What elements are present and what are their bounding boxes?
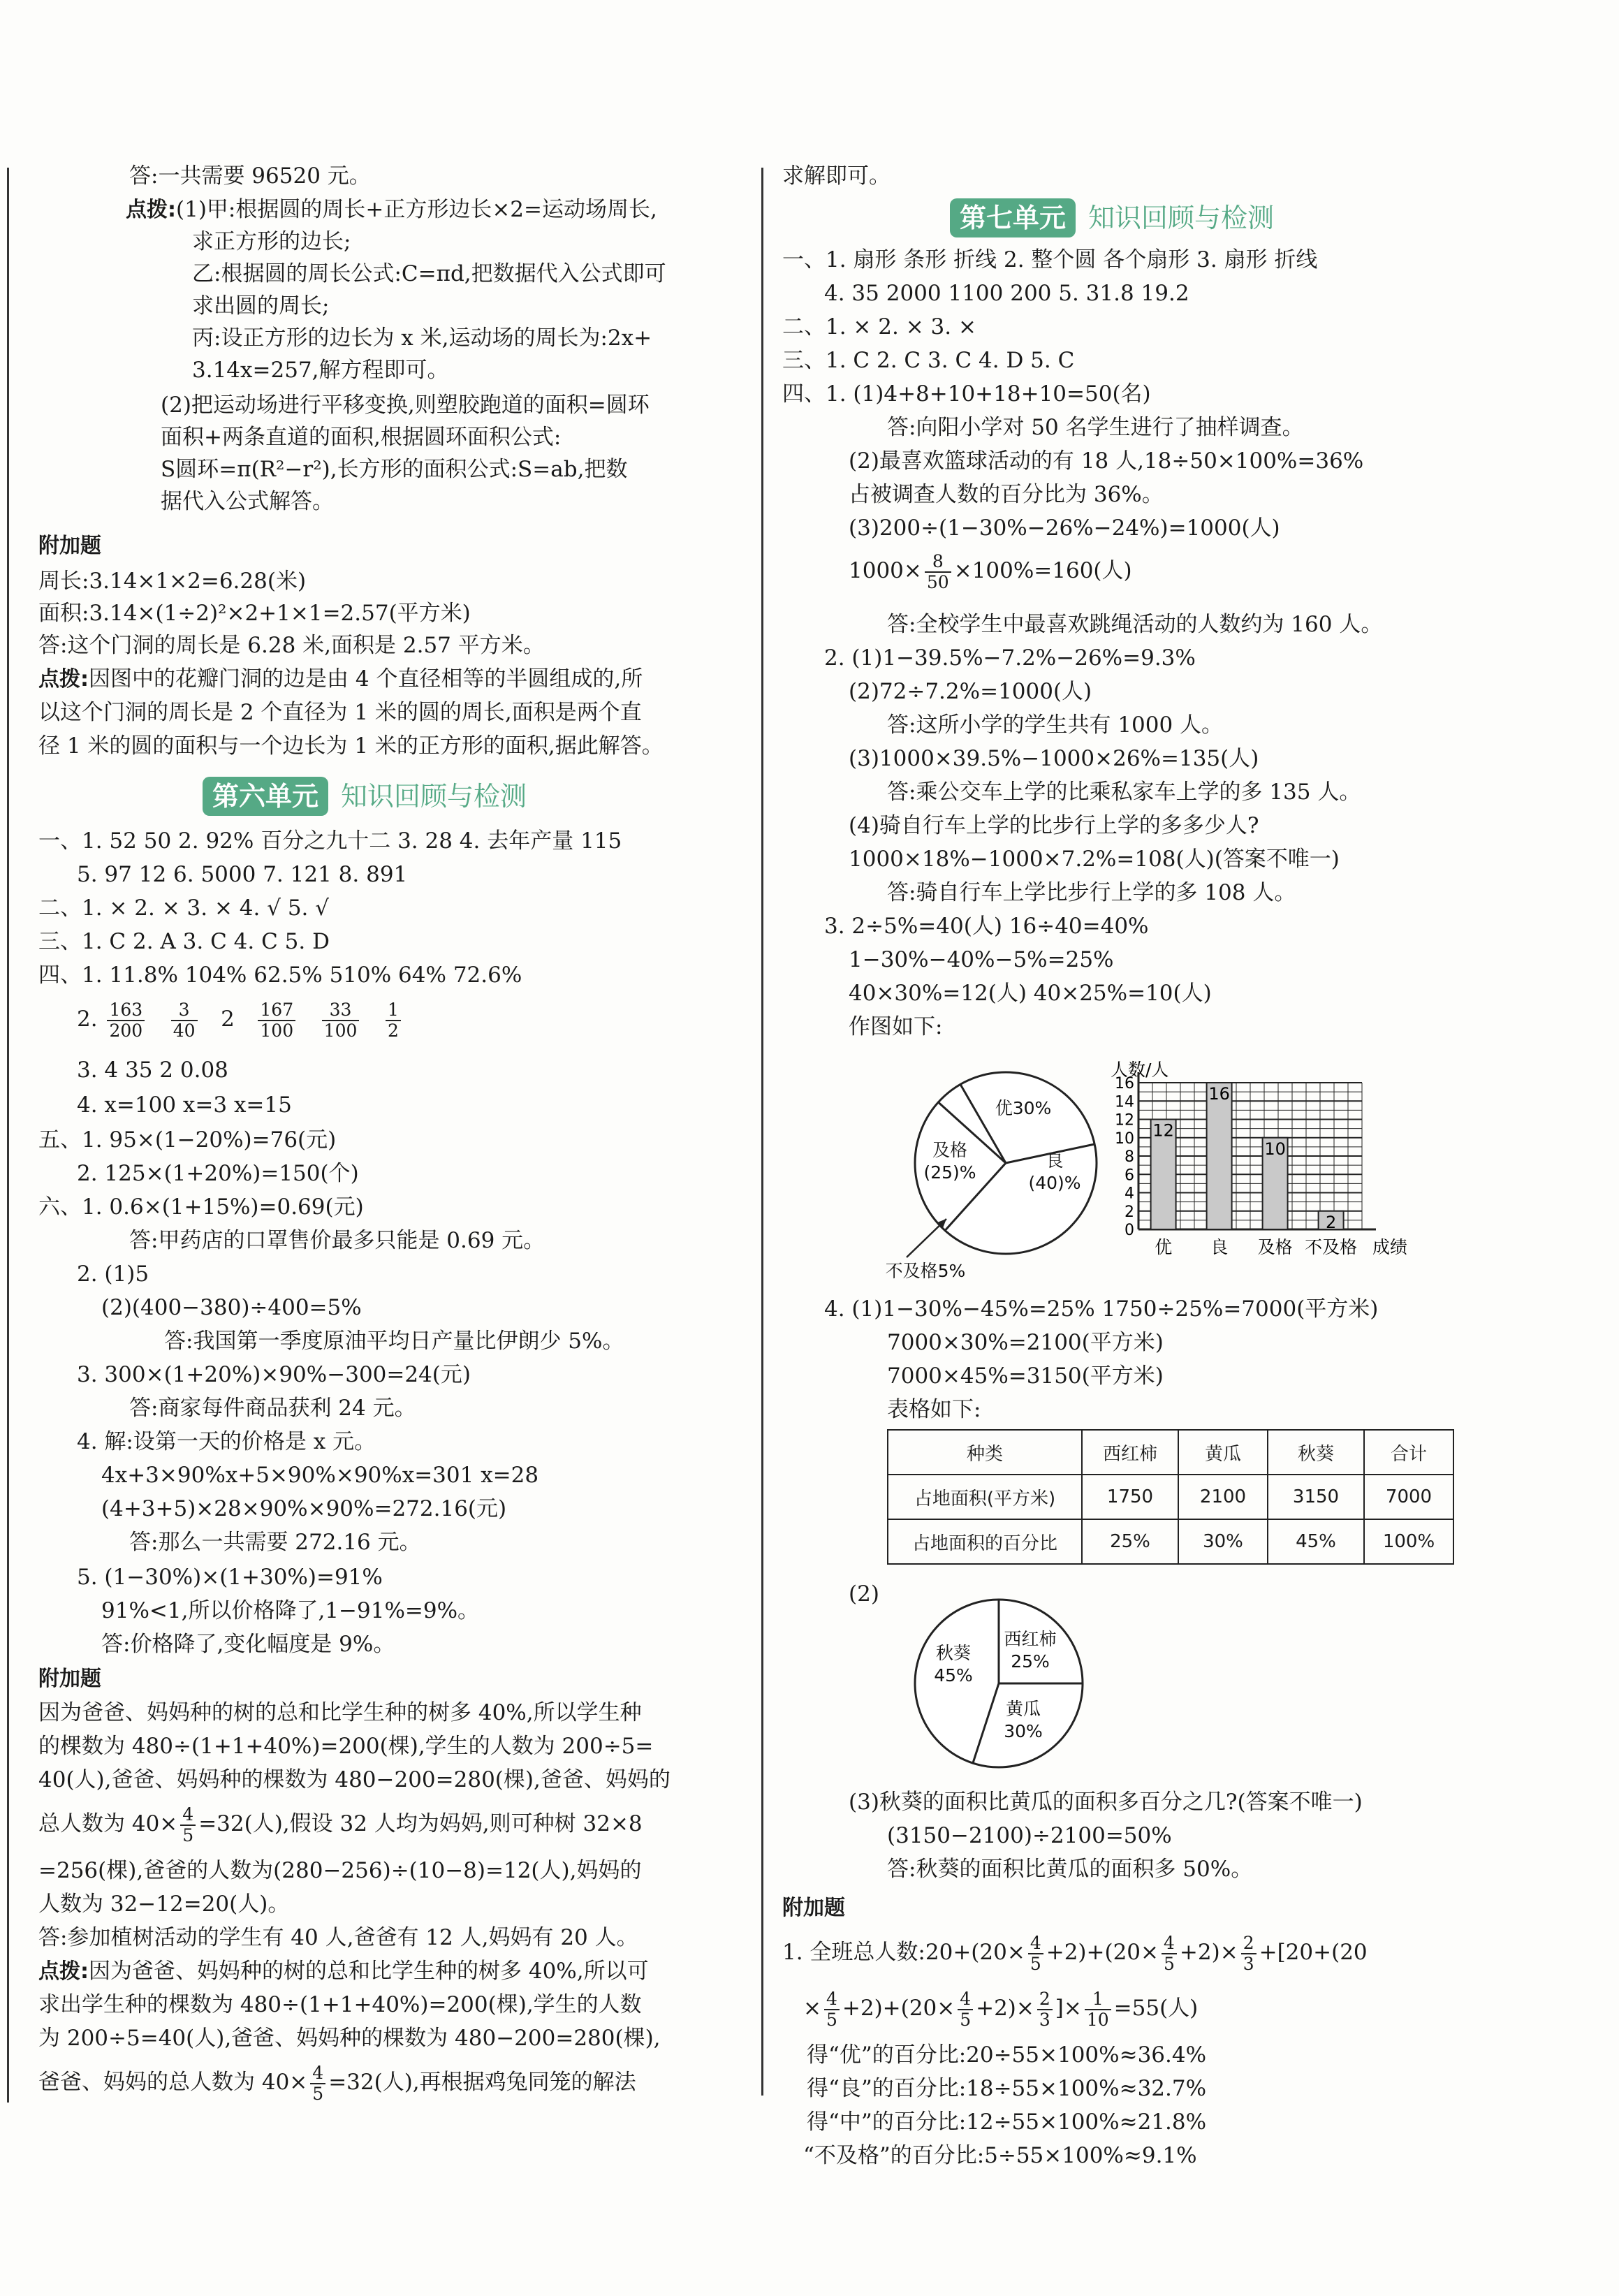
fraction [322,1000,360,1040]
text-line: 径 1 米的圆的面积与一个边长为 1 米的正方形的面积,据此解答。 [38,733,664,759]
answer-line: 占被调查人数的百分比为 36%。 [849,482,1164,507]
answer-line: (3)1000×39.5%−1000×26%=135(人) [849,746,1259,771]
pie-slice-label: 秋葵 [935,1643,972,1663]
text: +2)× [976,1996,1034,2021]
fraction-text-line [38,2058,636,2107]
section-6-header [203,777,527,816]
answer-line: 答:甲药店的口罩售价最多只能是 0.69 元。 [129,1228,545,1253]
section-7-badge: 第七单元 [950,198,1076,237]
pie-slice-value: 25% [1011,1651,1050,1672]
answer-line: 4. 解:设第一天的价格是 x 元。 [77,1429,376,1454]
answer-line: 4. 35 2000 1100 200 5. 31.8 19.2 [824,281,1189,306]
equation-line: (4+3+5)×28×90%×90%=272.16(元) [101,1496,507,1521]
x-tick-label: 不及格 [1305,1237,1358,1257]
table-cell: 3150 [1268,1475,1364,1519]
answer-line: 二、1. × 2. × 3. × [782,314,976,339]
answer-line: 作图如下: [849,1014,943,1039]
denominator: 3 [1039,2009,1050,2030]
hint-label: 点拨: [126,198,176,222]
answer-line: 四、1. (1)4+8+10+18+10=50(名) [782,381,1151,407]
answer-line: 二、1. × 2. × 3. × 4. √ 5. √ [38,895,330,921]
text-line: 3.14x=257,解方程即可。 [192,358,449,383]
denominator: 5 [960,2009,972,2030]
pie-slice-label: 优30% [995,1098,1052,1118]
answer-line: 一、1. 52 50 2. 92% 百分之九十二 3. 28 4. 去年产量 115 [38,828,622,854]
answer-line: 7000×45%=3150(平方米) [887,1363,1164,1389]
table-header-cell: 种类 [888,1430,1082,1475]
crop-pie-chart [873,1593,1138,1781]
crop-pie-svg [873,1593,1138,1781]
text: ]× [1055,1996,1082,2021]
table-cell: 7000 [1364,1475,1453,1519]
fraction [107,1000,145,1040]
numerator: 4 [310,2063,325,2084]
numerator: 4 [958,1989,973,2010]
pie-slice-label: 不及格5% [885,1261,966,1281]
y-tick-label: 6 [1124,1167,1134,1185]
column-rule-left [7,168,9,2103]
y-tick-label: 4 [1124,1185,1134,1203]
fraction [180,1805,196,1845]
table-row [888,1475,1453,1519]
denominator: 50 [926,571,949,592]
answer-line: 表格如下: [887,1397,981,1422]
y-tick-label: 8 [1124,1148,1134,1166]
extra-problem-heading: 附加题 [782,1896,845,1920]
text: × [803,1996,821,2021]
pie-slice-value: 30% [1004,1721,1043,1741]
text: (1)甲:根据圆的周长+正方形边长×2=运动场周长, [176,197,657,222]
section-6-badge: 第六单元 [203,777,328,816]
answer-line: (3)秋葵的面积比黄瓜的面积多百分之几?(答案不唯一) [849,1790,1363,1815]
fraction [171,1000,198,1040]
numerator: 163 [107,1000,145,1021]
numerator: 2 [1037,1989,1053,2010]
numerator: 4 [824,1989,840,2010]
answer-line: 4. x=100 x=3 x=15 [77,1092,292,1118]
text: 因为爸爸、妈妈种的树的总和比学生种的树多 40%,所以可 [89,1959,649,1984]
text-line: 因为爸爸、妈妈种的树的总和比学生种的树多 40%,所以学生种 [38,1700,642,1725]
answer-line: (2) [849,1581,879,1607]
numerator: 1 [1085,1989,1111,2010]
text: +2)+(20× [1046,1940,1159,1965]
answer-line: 2. (1)5 [77,1262,149,1287]
x-tick-label: 良 [1210,1237,1229,1257]
x-tick-label: 优 [1155,1237,1173,1257]
answer-line: 答:这所小学的学生共有 1000 人。 [887,712,1224,738]
numerator: 1 [386,1000,401,1021]
bar-value-label: 10 [1264,1139,1286,1159]
y-tick-label: 12 [1115,1111,1134,1129]
whole-number: 2 [221,1007,235,1032]
answer-line: 3. 300×(1+20%)×90%−300=24(元) [77,1362,471,1387]
text: ×100%=160(人) [953,558,1132,583]
text-line: 答:参加植树活动的学生有 40 人,爸爸有 12 人,妈妈有 20 人。 [38,1925,638,1950]
fraction [1085,1989,1111,2029]
text: +[20+(20 [1259,1940,1368,1965]
numerator: 33 [322,1000,360,1021]
hint-label: 点拨: [38,1959,89,1984]
answer-line: 91%<1,所以价格降了,1−91%=9%。 [101,1598,480,1623]
text-line: 求正方形的边长; [192,229,351,254]
answer-line: 1000×18%−1000×7.2%=108(人)(答案不唯一) [849,847,1340,872]
text: =32(人),再根据鸡兔同笼的解法 [328,2070,636,2095]
answer-line: 1−30%−40%−5%=25% [849,947,1114,972]
y-tick-label: 16 [1115,1075,1134,1092]
text-line: 据代入公式解答。 [161,489,334,514]
fraction-text-line [38,1799,643,1848]
hint-line [126,194,657,226]
x-tick-label: 及格 [1257,1237,1293,1257]
bar-value-label: 12 [1152,1120,1174,1141]
answer-line: 7000×30%=2100(平方米) [887,1330,1164,1355]
answer-line: (2)(400−380)÷400=5% [101,1295,362,1320]
hint-line [38,664,643,695]
text: 爸爸、妈妈的总人数为 40× [38,2070,308,2095]
answer-line: 2. 125×(1+20%)=150(个) [77,1161,359,1186]
fraction [958,1989,973,2029]
text-line: 丙:设正方形的边长为 x 米,运动场的周长为:2x+ [192,326,652,351]
numerator: 2 [1241,1933,1257,1954]
text-line: 乙:根据圆的周长公式:C=πd,把数据代入公式即可 [192,261,666,286]
fraction-text-line [803,1984,1198,2033]
text-line: 周长:3.14×1×2=6.28(米) [38,569,307,594]
text-line: 求解即可。 [782,163,891,189]
denominator: 100 [260,1020,294,1041]
pie-slice-label: 黄瓜 [1005,1699,1041,1719]
denominator: 10 [1086,2009,1109,2030]
answer-line: (2)最喜欢篮球活动的有 18 人,18÷50×100%=36% [849,448,1364,474]
pie-slice-label: 及格 [932,1140,968,1160]
text-line: 为 200÷5=40(人),爸爸、妈妈种的棵数为 480−200=280(棵), [38,2026,661,2051]
fraction [310,2063,325,2103]
fraction [1037,1989,1053,2029]
pie-slice-value: (25)% [923,1162,976,1183]
item-number: 2. [77,1007,98,1032]
text: =55(人) [1113,1996,1199,2021]
denominator: 100 [323,1020,358,1041]
denominator: 5 [182,1825,194,1845]
answer-line: 答:一共需要 96520 元。 [129,163,371,189]
table-header-row [888,1430,1453,1475]
text: =32(人),假设 32 人均为妈妈,则可种树 32×8 [198,1811,643,1836]
answer-line: 2. (1)1−39.5%−7.2%−26%=9.3% [824,645,1196,671]
answer-line: 六、1. 0.6×(1+15%)=0.69(元) [38,1194,364,1220]
answer-line: 四、1. 11.8% 104% 62.5% 510% 64% 72.6% [38,963,522,988]
answer-line: (3)200÷(1−30%−26%−24%)=1000(人) [849,515,1280,541]
fraction [824,1989,840,2029]
table-cell: 占地面积(平方米) [888,1475,1082,1519]
fraction [925,552,951,592]
area-table [887,1429,1454,1565]
text-line: =256(棵),爸爸的人数为(280−256)÷(10−8)=12(人),妈妈的 [38,1858,642,1883]
pie-slice-value: (40)% [1028,1173,1081,1193]
text: 总人数为 40× [38,1811,178,1836]
text-line: 答:这个门洞的周长是 6.28 米,面积是 2.57 平方米。 [38,633,545,658]
pie-slice-value: 45% [934,1665,973,1686]
pie-slice-label: 良 [1046,1150,1064,1171]
x-axis-label: 成绩 [1372,1237,1408,1257]
numerator: 167 [258,1000,295,1021]
y-tick-label: 0 [1124,1222,1134,1239]
denominator: 5 [826,2009,837,2030]
answer-line: 三、1. C 2. A 3. C 4. C 5. D [38,929,330,954]
extra-problem-heading: 附加题 [38,534,101,558]
text-line: (2)把运动场进行平移变换,则塑胶跑道的面积=圆环 [161,393,650,418]
answer-line: 答:骑自行车上学比步行上学的多 108 人。 [887,880,1296,905]
bar-value-label: 16 [1208,1084,1230,1104]
text: 因图中的花瓣门洞的边是由 4 个直径相等的半圆组成的,所 [89,666,643,692]
table-cell: 25% [1082,1519,1178,1564]
section-7-header [950,198,1274,237]
text-line: 求出学生种的棵数为 480÷(1+1+40%)=200(棵),学生的人数 [38,1992,642,2017]
denominator: 40 [173,1020,196,1041]
hint-label: 点拨: [38,667,89,692]
table-row [888,1519,1453,1564]
fraction-answer-line [77,995,404,1044]
table-header-cell: 秋葵 [1268,1430,1364,1475]
table-header-cell: 西红柿 [1082,1430,1178,1475]
answer-line: 得“优”的百分比:20÷55×100%≈36.4% [807,2042,1207,2068]
equation-line: 4x+3×90%x+5×90%×90%x=301 x=28 [101,1463,539,1488]
answer-line: 答:我国第一季度原油平均日产量比伊朗少 5%。 [164,1329,624,1354]
answer-line: 一、1. 扇形 条形 折线 2. 整个圆 各个扇形 3. 扇形 折线 [782,247,1318,272]
pie-slice-label: 西红柿 [1004,1629,1057,1649]
denominator: 200 [109,1020,143,1041]
extra-problem-heading: 附加题 [38,1667,101,1691]
fraction [258,1000,295,1040]
answer-line: 三、1. C 2. C 3. C 4. D 5. C [782,348,1075,373]
bar-value-label: 2 [1325,1212,1337,1232]
answer-line: (4)骑自行车上学的比步行上学的多多少人? [849,813,1259,838]
text-line: 求出圆的周长; [192,293,330,319]
text-line: 面积:3.14×(1÷2)²×2+1×1=2.57(平方米) [38,601,471,626]
y-axis-label: 人数/人 [1111,1060,1169,1080]
answer-line: 答:全校学生中最喜欢跳绳活动的人数约为 160 人。 [887,612,1383,637]
text-line: 人数为 32−12=20(人)。 [38,1892,290,1917]
fraction [1162,1933,1177,1973]
numerator: 8 [925,552,951,573]
bar [1207,1083,1232,1229]
answer-line: 3. 2÷5%=40(人) 16÷40=40% [824,914,1149,939]
fraction [1028,1933,1043,1973]
answer-line: 得“中”的百分比:12÷55×100%≈21.8% [807,2109,1207,2135]
fraction [386,1000,401,1040]
fraction [1241,1933,1257,1973]
answer-line: 答:价格降了,变化幅度是 9%。 [101,1632,395,1657]
y-tick-label: 10 [1115,1129,1134,1148]
table-cell: 45% [1268,1519,1364,1564]
formula-line: S圆环=π(R²−r²),长方形的面积公式:S=ab,把数 [161,457,628,482]
numerator: 3 [171,1000,198,1021]
denominator: 5 [312,2083,324,2104]
grade-bar-svg [1041,1055,1488,1292]
answer-line: 5. (1−30%)×(1+30%)=91% [77,1565,383,1590]
denominator: 3 [1243,1953,1254,1974]
table-cell: 占地面积的百分比 [888,1519,1082,1564]
section-6-title: 知识回顾与检测 [341,781,527,812]
y-tick-label: 14 [1115,1093,1134,1111]
y-tick-label: 2 [1124,1203,1134,1221]
table-header-cell: 黄瓜 [1178,1430,1268,1475]
numerator: 4 [1162,1933,1177,1954]
answer-line: 3. 4 35 2 0.08 [77,1058,228,1083]
answer-line: 答:那么一共需要 272.16 元。 [129,1530,421,1555]
denominator: 5 [1030,1953,1041,1974]
answer-line: 答:乘公交车上学的比乘私家车上学的多 135 人。 [887,780,1361,805]
answer-line: (3150−2100)÷2100=50% [887,1823,1172,1848]
fraction-text-line [782,1928,1368,1977]
fraction-text-line [849,546,1132,595]
answer-line: “不及格”的百分比:5÷55×100%≈9.1% [803,2143,1197,2168]
answer-line: 40×30%=12(人) 40×25%=10(人) [849,981,1212,1006]
table-cell: 2100 [1178,1475,1268,1519]
grade-bar-chart [1041,1055,1488,1292]
section-7-title: 知识回顾与检测 [1088,203,1275,233]
text: +2)+(20× [842,1996,955,2021]
text: 1000× [849,558,922,583]
answer-line: 答:秋葵的面积比黄瓜的面积多 50%。 [887,1857,1253,1882]
numerator: 4 [180,1805,196,1826]
text-line: 以这个门洞的周长是 2 个直径为 1 米的圆的周长,面积是两个直 [38,700,642,725]
answer-line: 5. 97 12 6. 5000 7. 121 8. 891 [77,862,408,887]
answer-line: 4. (1)1−30%−45%=25% 1750÷25%=7000(平方米) [824,1296,1379,1322]
denominator: 5 [1164,1953,1175,1974]
table-header-cell: 合计 [1364,1430,1453,1475]
table-cell: 30% [1178,1519,1268,1564]
column-rule-middle [761,168,763,2096]
table-cell: 100% [1364,1519,1453,1564]
answer-line: 得“良”的百分比:18÷55×100%≈32.7% [807,2076,1207,2101]
text-line: 的棵数为 480÷(1+1+40%)=200(棵),学生的人数为 200÷5= [38,1734,654,1759]
answer-line: (2)72÷7.2%=1000(人) [849,679,1092,704]
denominator: 2 [387,1020,399,1041]
answer-line: 五、1. 95×(1−20%)=76(元) [38,1127,337,1153]
answer-line: 答:商家每件商品获利 24 元。 [129,1396,416,1421]
text: 1. 全班总人数:20+(20× [782,1940,1025,1965]
text: +2)× [1179,1940,1238,1965]
table-cell: 1750 [1082,1475,1178,1519]
text-line: 面积+两条直道的面积,根据圆环面积公式: [161,425,562,450]
text-line: 40(人),爸爸、妈妈种的棵数为 480−200=280(棵),爸爸、妈妈的 [38,1767,671,1792]
answer-line: 答:向阳小学对 50 名学生进行了抽样调查。 [887,415,1304,440]
numerator: 4 [1028,1933,1043,1954]
hint-line [38,1956,649,1987]
